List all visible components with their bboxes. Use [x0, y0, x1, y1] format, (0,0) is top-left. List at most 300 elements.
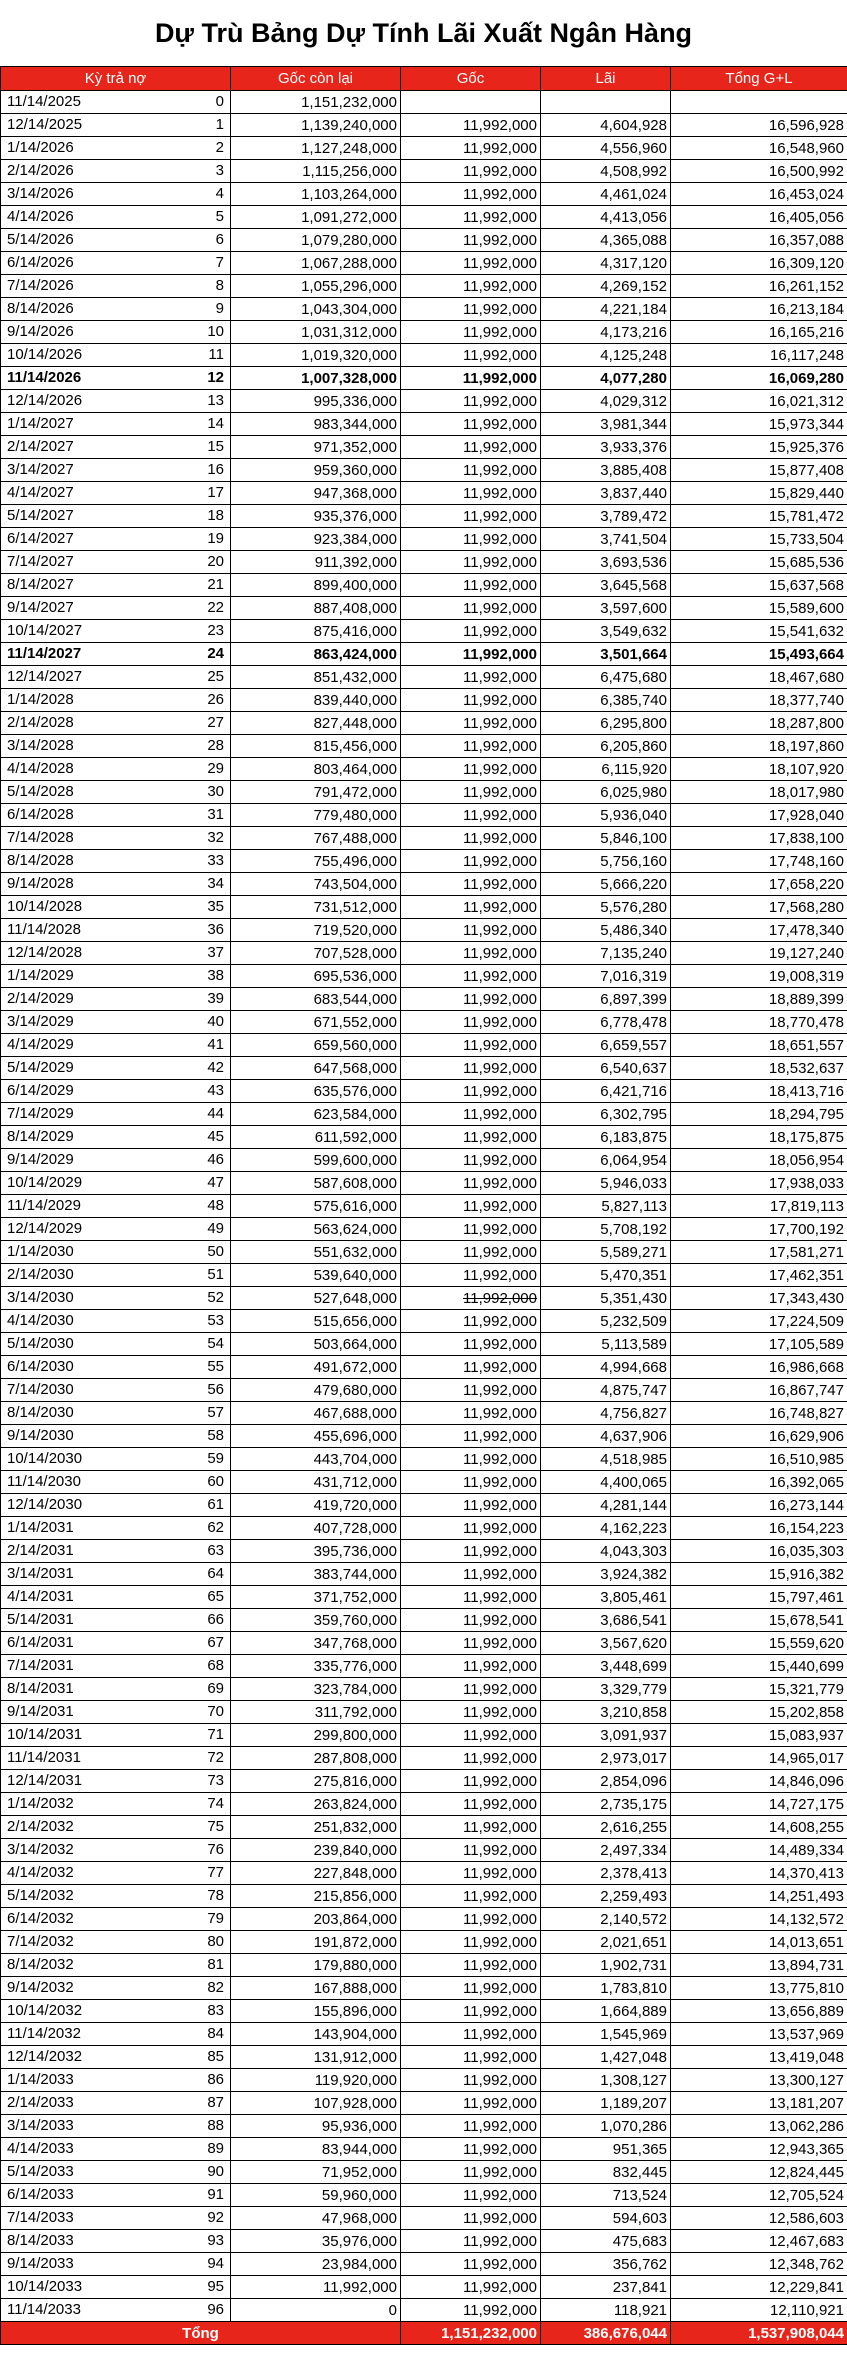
- table-row: [1, 2230, 847, 2253]
- remaining-principal-cell: 491,672,000: [231, 1356, 401, 1379]
- total-cell: 17,928,040: [671, 804, 847, 827]
- period-cell: [1, 597, 231, 620]
- period-index: 88: [207, 2117, 224, 2134]
- date-value: 6/14/2030: [7, 1358, 74, 1375]
- total-cell: 16,500,992: [671, 160, 847, 183]
- remaining-principal-cell: 839,440,000: [231, 689, 401, 712]
- interest-cell: 3,645,568: [541, 574, 671, 597]
- period-cell: [1, 712, 231, 735]
- total-cell: 16,510,985: [671, 1448, 847, 1471]
- interest-cell: 7,135,240: [541, 942, 671, 965]
- principal-cell: 11,992,000: [401, 781, 541, 804]
- period-index: 45: [207, 1128, 224, 1145]
- total-cell: 18,287,800: [671, 712, 847, 735]
- period-cell: [1, 620, 231, 643]
- table-row: [1, 1103, 847, 1126]
- period-cell: [1, 1264, 231, 1287]
- period-index: 16: [207, 461, 224, 478]
- table-row: [1, 1471, 847, 1494]
- interest-cell: 3,686,541: [541, 1609, 671, 1632]
- principal-cell: 11,992,000: [401, 942, 541, 965]
- remaining-principal-cell: 35,976,000: [231, 2230, 401, 2253]
- total-cell: 18,175,875: [671, 1126, 847, 1149]
- date-value: 12/14/2029: [7, 1220, 83, 1237]
- interest-cell: 2,854,096: [541, 1770, 671, 1793]
- principal-cell: 11,992,000: [401, 482, 541, 505]
- principal-cell: 11,992,000: [401, 1747, 541, 1770]
- period-cell: [1, 1977, 231, 2000]
- interest-cell: [541, 91, 671, 114]
- period-cell: [1, 1172, 231, 1195]
- remaining-principal-cell: 311,792,000: [231, 1701, 401, 1724]
- period-cell: [1, 344, 231, 367]
- interest-cell: 1,070,286: [541, 2115, 671, 2138]
- remaining-principal-cell: 299,800,000: [231, 1724, 401, 1747]
- period-cell: [1, 666, 231, 689]
- period-index: 38: [207, 967, 224, 984]
- period-cell: [1, 942, 231, 965]
- period-cell: [1, 1770, 231, 1793]
- remaining-principal-cell: 1,067,288,000: [231, 252, 401, 275]
- period-index: 62: [207, 1519, 224, 1536]
- interest-cell: 3,501,664: [541, 643, 671, 666]
- table-row: [1, 712, 847, 735]
- period-index: 48: [207, 1197, 224, 1214]
- principal-cell: [401, 91, 541, 114]
- principal-cell: 11,992,000: [401, 1080, 541, 1103]
- period-index: 19: [207, 530, 224, 547]
- date-value: 2/14/2033: [7, 2094, 74, 2111]
- period-index: 67: [207, 1634, 224, 1651]
- interest-cell: 6,205,860: [541, 735, 671, 758]
- table-row: [1, 1218, 847, 1241]
- principal-cell: 11,992,000: [401, 965, 541, 988]
- principal-cell: 11,992,000: [401, 2092, 541, 2115]
- interest-cell: 6,064,954: [541, 1149, 671, 1172]
- date-value: 11/14/2032: [7, 2025, 81, 2042]
- table-row: [1, 1241, 847, 1264]
- interest-cell: 4,461,024: [541, 183, 671, 206]
- table-row: [1, 781, 847, 804]
- date-value: 5/14/2032: [7, 1887, 74, 1904]
- period-index: 87: [207, 2094, 224, 2111]
- period-cell: [1, 1057, 231, 1080]
- date-value: 11/14/2025: [7, 93, 81, 110]
- date-value: 2/14/2029: [7, 990, 74, 1007]
- principal-cell: 11,992,000: [401, 1172, 541, 1195]
- table-row: [1, 1011, 847, 1034]
- period-index: 74: [207, 1795, 224, 1812]
- interest-cell: 5,589,271: [541, 1241, 671, 1264]
- interest-cell: 1,189,207: [541, 2092, 671, 2115]
- interest-cell: 7,016,319: [541, 965, 671, 988]
- total-cell: 17,105,589: [671, 1333, 847, 1356]
- remaining-principal-cell: 143,904,000: [231, 2023, 401, 2046]
- table-row: [1, 804, 847, 827]
- date-value: 1/14/2032: [7, 1795, 74, 1812]
- table-row: [1, 1793, 847, 1816]
- period-index: 15: [207, 438, 224, 455]
- period-index: 11: [208, 346, 224, 363]
- remaining-principal-cell: 803,464,000: [231, 758, 401, 781]
- interest-cell: 951,365: [541, 2138, 671, 2161]
- interest-cell: 6,115,920: [541, 758, 671, 781]
- interest-cell: 1,308,127: [541, 2069, 671, 2092]
- interest-cell: 3,837,440: [541, 482, 671, 505]
- principal-cell: 11,992,000: [401, 459, 541, 482]
- period-cell: [1, 1655, 231, 1678]
- table-body: [1, 91, 847, 2322]
- period-index: 51: [207, 1266, 224, 1283]
- period-cell: [1, 2023, 231, 2046]
- interest-cell: 4,125,248: [541, 344, 671, 367]
- period-cell: [1, 2138, 231, 2161]
- remaining-principal-cell: 371,752,000: [231, 1586, 401, 1609]
- period-index: 53: [207, 1312, 224, 1329]
- period-index: 65: [207, 1588, 224, 1605]
- total-cell: 14,370,413: [671, 1862, 847, 1885]
- remaining-principal-cell: 71,952,000: [231, 2161, 401, 2184]
- period-cell: [1, 114, 231, 137]
- interest-cell: 6,421,716: [541, 1080, 671, 1103]
- remaining-principal-cell: 599,600,000: [231, 1149, 401, 1172]
- date-value: 1/14/2029: [7, 967, 74, 984]
- principal-cell: 11,992,000: [401, 1103, 541, 1126]
- principal-cell: 11,992,000: [401, 1218, 541, 1241]
- date-value: 4/14/2031: [7, 1588, 74, 1605]
- table-row: [1, 1310, 847, 1333]
- interest-cell: 1,664,889: [541, 2000, 671, 2023]
- remaining-principal-cell: 275,816,000: [231, 1770, 401, 1793]
- period-cell: [1, 298, 231, 321]
- interest-cell: 3,933,376: [541, 436, 671, 459]
- total-cell: 18,056,954: [671, 1149, 847, 1172]
- principal-cell: 11,992,000: [401, 1540, 541, 1563]
- date-value: 7/14/2027: [7, 553, 74, 570]
- remaining-principal-cell: 23,984,000: [231, 2253, 401, 2276]
- period-cell: [1, 781, 231, 804]
- period-index: 85: [207, 2048, 224, 2065]
- remaining-principal-cell: 611,592,000: [231, 1126, 401, 1149]
- principal-cell: 11,992,000: [401, 1563, 541, 1586]
- interest-cell: 4,400,065: [541, 1471, 671, 1494]
- principal-cell: 11,992,000: [401, 1379, 541, 1402]
- principal-cell: 11,992,000: [401, 1977, 541, 2000]
- remaining-principal-cell: 119,920,000: [231, 2069, 401, 2092]
- period-index: 83: [207, 2002, 224, 2019]
- date-value: 8/14/2032: [7, 1956, 74, 1973]
- total-cell: 16,273,144: [671, 1494, 847, 1517]
- principal-cell: 11,992,000: [401, 114, 541, 137]
- remaining-principal-cell: 347,768,000: [231, 1632, 401, 1655]
- period-index: 43: [207, 1082, 224, 1099]
- total-cell: 15,321,779: [671, 1678, 847, 1701]
- table-row: [1, 91, 847, 114]
- period-index: 29: [207, 760, 224, 777]
- date-value: 7/14/2030: [7, 1381, 74, 1398]
- footer-grand-total: 1,537,908,044: [671, 2322, 847, 2345]
- table-row: [1, 2069, 847, 2092]
- table-row: [1, 528, 847, 551]
- principal-cell: 11,992,000: [401, 804, 541, 827]
- interest-cell: 3,741,504: [541, 528, 671, 551]
- table-row: [1, 942, 847, 965]
- interest-cell: 5,113,589: [541, 1333, 671, 1356]
- date-value: 6/14/2033: [7, 2186, 74, 2203]
- table-row: [1, 137, 847, 160]
- period-cell: [1, 2184, 231, 2207]
- total-cell: 12,348,762: [671, 2253, 847, 2276]
- total-cell: 13,656,889: [671, 2000, 847, 2023]
- period-cell: [1, 459, 231, 482]
- period-cell: [1, 1954, 231, 1977]
- period-index: 56: [207, 1381, 224, 1398]
- principal-cell: 11,992,000: [401, 689, 541, 712]
- remaining-principal-cell: 827,448,000: [231, 712, 401, 735]
- period-index: 25: [207, 668, 224, 685]
- principal-cell: 11,992,000: [401, 735, 541, 758]
- period-index: 2: [215, 139, 224, 156]
- period-index: 96: [207, 2301, 224, 2318]
- interest-cell: 3,789,472: [541, 505, 671, 528]
- principal-cell: 11,992,000: [401, 160, 541, 183]
- period-cell: [1, 1540, 231, 1563]
- total-cell: 16,405,056: [671, 206, 847, 229]
- total-cell: 19,127,240: [671, 942, 847, 965]
- principal-cell: 11,992,000: [401, 1195, 541, 1218]
- interest-cell: 4,162,223: [541, 1517, 671, 1540]
- table-row: [1, 252, 847, 275]
- loan-schedule-table: [0, 66, 847, 2345]
- principal-cell: 11,992,000: [401, 1149, 541, 1172]
- interest-cell: 1,902,731: [541, 1954, 671, 1977]
- period-cell: [1, 1678, 231, 1701]
- period-index: 39: [207, 990, 224, 1007]
- total-cell: 14,251,493: [671, 1885, 847, 1908]
- total-cell: 15,925,376: [671, 436, 847, 459]
- interest-cell: 2,973,017: [541, 1747, 671, 1770]
- interest-cell: 3,981,344: [541, 413, 671, 436]
- principal-cell: 11,992,000: [401, 528, 541, 551]
- header-period: Kỳ trả nợ: [1, 67, 231, 91]
- interest-cell: 3,924,382: [541, 1563, 671, 1586]
- interest-cell: 5,936,040: [541, 804, 671, 827]
- interest-cell: 5,827,113: [541, 1195, 671, 1218]
- total-cell: 18,889,399: [671, 988, 847, 1011]
- date-value: 9/14/2029: [7, 1151, 74, 1168]
- remaining-principal-cell: 995,336,000: [231, 390, 401, 413]
- remaining-principal-cell: 923,384,000: [231, 528, 401, 551]
- table-row: [1, 620, 847, 643]
- table-row: [1, 1770, 847, 1793]
- table-row: [1, 1632, 847, 1655]
- date-value: 5/14/2033: [7, 2163, 74, 2180]
- table-row: [1, 1609, 847, 1632]
- total-cell: 16,154,223: [671, 1517, 847, 1540]
- interest-cell: 713,524: [541, 2184, 671, 2207]
- date-value: 4/14/2030: [7, 1312, 74, 1329]
- principal-cell: 11,992,000: [401, 597, 541, 620]
- interest-cell: 6,295,800: [541, 712, 671, 735]
- total-cell: 16,629,906: [671, 1425, 847, 1448]
- period-index: 32: [207, 829, 224, 846]
- interest-cell: 3,567,620: [541, 1632, 671, 1655]
- remaining-principal-cell: 575,616,000: [231, 1195, 401, 1218]
- date-value: 11/14/2028: [7, 921, 81, 938]
- date-value: 7/14/2029: [7, 1105, 74, 1122]
- table-row: [1, 2184, 847, 2207]
- interest-cell: 6,183,875: [541, 1126, 671, 1149]
- principal-cell: 11,992,000: [401, 298, 541, 321]
- interest-cell: 6,302,795: [541, 1103, 671, 1126]
- remaining-principal-cell: 671,552,000: [231, 1011, 401, 1034]
- total-cell: 17,568,280: [671, 896, 847, 919]
- total-cell: 15,781,472: [671, 505, 847, 528]
- principal-cell: 11,992,000: [401, 2230, 541, 2253]
- table-row: [1, 1080, 847, 1103]
- remaining-principal-cell: 287,808,000: [231, 1747, 401, 1770]
- period-index: 6: [215, 231, 224, 248]
- date-value: 8/14/2029: [7, 1128, 74, 1145]
- total-cell: 19,008,319: [671, 965, 847, 988]
- interest-cell: 2,259,493: [541, 1885, 671, 1908]
- total-cell: 15,440,699: [671, 1655, 847, 1678]
- total-cell: 16,392,065: [671, 1471, 847, 1494]
- principal-cell: 11,992,000: [401, 620, 541, 643]
- period-index: 54: [207, 1335, 224, 1352]
- remaining-principal-cell: 887,408,000: [231, 597, 401, 620]
- total-cell: 16,021,312: [671, 390, 847, 413]
- period-index: 52: [207, 1289, 224, 1306]
- remaining-principal-cell: 239,840,000: [231, 1839, 401, 1862]
- date-value: 12/14/2025: [7, 116, 83, 133]
- interest-cell: 475,683: [541, 2230, 671, 2253]
- remaining-principal-cell: 335,776,000: [231, 1655, 401, 1678]
- table-row: [1, 2046, 847, 2069]
- total-cell: 17,938,033: [671, 1172, 847, 1195]
- table-row: [1, 1034, 847, 1057]
- period-cell: [1, 1126, 231, 1149]
- remaining-principal-cell: 0: [231, 2299, 401, 2322]
- date-value: 1/14/2033: [7, 2071, 74, 2088]
- date-value: 10/14/2031: [7, 1726, 83, 1743]
- total-cell: 12,943,365: [671, 2138, 847, 2161]
- principal-cell: 11,992,000: [401, 1471, 541, 1494]
- interest-cell: 4,604,928: [541, 114, 671, 137]
- total-cell: 13,894,731: [671, 1954, 847, 1977]
- header-principal: Gốc: [401, 67, 541, 91]
- period-index: 86: [207, 2071, 224, 2088]
- period-cell: [1, 1701, 231, 1724]
- table-row: [1, 367, 847, 390]
- date-value: 4/14/2032: [7, 1864, 74, 1881]
- date-value: 2/14/2031: [7, 1542, 74, 1559]
- principal-cell: 11,992,000: [401, 2023, 541, 2046]
- interest-cell: 3,549,632: [541, 620, 671, 643]
- remaining-principal-cell: 983,344,000: [231, 413, 401, 436]
- principal-cell: 11,992,000: [401, 827, 541, 850]
- principal-cell: 11,992,000: [401, 229, 541, 252]
- interest-cell: 3,210,858: [541, 1701, 671, 1724]
- total-cell: 15,685,536: [671, 551, 847, 574]
- total-cell: 17,478,340: [671, 919, 847, 942]
- period-index: 12: [207, 369, 224, 386]
- table-row: [1, 1954, 847, 1977]
- period-index: 82: [207, 1979, 224, 1996]
- remaining-principal-cell: 911,392,000: [231, 551, 401, 574]
- date-value: 5/14/2027: [7, 507, 74, 524]
- period-cell: [1, 1885, 231, 1908]
- total-cell: 16,117,248: [671, 344, 847, 367]
- date-value: 2/14/2028: [7, 714, 74, 731]
- principal-cell: 11,992,000: [401, 1655, 541, 1678]
- period-index: 55: [207, 1358, 224, 1375]
- date-value: 7/14/2033: [7, 2209, 74, 2226]
- date-value: 8/14/2031: [7, 1680, 74, 1697]
- period-index: 64: [207, 1565, 224, 1582]
- remaining-principal-cell: 755,496,000: [231, 850, 401, 873]
- period-index: 69: [207, 1680, 224, 1697]
- principal-cell: 11,992,000: [401, 321, 541, 344]
- date-value: 7/14/2026: [7, 277, 74, 294]
- period-cell: [1, 2207, 231, 2230]
- remaining-principal-cell: 59,960,000: [231, 2184, 401, 2207]
- table-row: [1, 1494, 847, 1517]
- period-index: 27: [207, 714, 224, 731]
- table-row: [1, 1931, 847, 1954]
- period-cell: [1, 1080, 231, 1103]
- remaining-principal-cell: 419,720,000: [231, 1494, 401, 1517]
- table-row: [1, 1678, 847, 1701]
- interest-cell: 4,875,747: [541, 1379, 671, 1402]
- date-value: 1/14/2026: [7, 139, 74, 156]
- period-index: 9: [215, 300, 224, 317]
- period-cell: [1, 2115, 231, 2138]
- remaining-principal-cell: 47,968,000: [231, 2207, 401, 2230]
- interest-cell: 4,994,668: [541, 1356, 671, 1379]
- remaining-principal-cell: 1,079,280,000: [231, 229, 401, 252]
- period-index: 3: [215, 162, 224, 179]
- interest-cell: 237,841: [541, 2276, 671, 2299]
- interest-cell: 4,281,144: [541, 1494, 671, 1517]
- principal-cell: 11,992,000: [401, 2184, 541, 2207]
- period-cell: [1, 1724, 231, 1747]
- remaining-principal-cell: 683,544,000: [231, 988, 401, 1011]
- principal-cell: 11,992,000: [401, 344, 541, 367]
- remaining-principal-cell: 83,944,000: [231, 2138, 401, 2161]
- principal-cell: 11,992,000: [401, 1701, 541, 1724]
- principal-cell: 11,992,000: [401, 758, 541, 781]
- interest-cell: 3,597,600: [541, 597, 671, 620]
- date-value: 10/14/2028: [7, 898, 83, 915]
- period-cell: [1, 873, 231, 896]
- principal-cell: 11,992,000: [401, 436, 541, 459]
- period-index: 4: [215, 185, 224, 202]
- total-cell: 16,867,747: [671, 1379, 847, 1402]
- date-value: 9/14/2027: [7, 599, 74, 616]
- table-row: [1, 896, 847, 919]
- date-value: 10/14/2026: [7, 346, 83, 363]
- period-index: 84: [207, 2025, 224, 2042]
- remaining-principal-cell: 779,480,000: [231, 804, 401, 827]
- date-value: 4/14/2029: [7, 1036, 74, 1053]
- remaining-principal-cell: 935,376,000: [231, 505, 401, 528]
- table-row: [1, 1724, 847, 1747]
- principal-cell: 11,992,000: [401, 1954, 541, 1977]
- remaining-principal-cell: 167,888,000: [231, 1977, 401, 2000]
- period-index: 91: [207, 2186, 224, 2203]
- total-cell: 15,973,344: [671, 413, 847, 436]
